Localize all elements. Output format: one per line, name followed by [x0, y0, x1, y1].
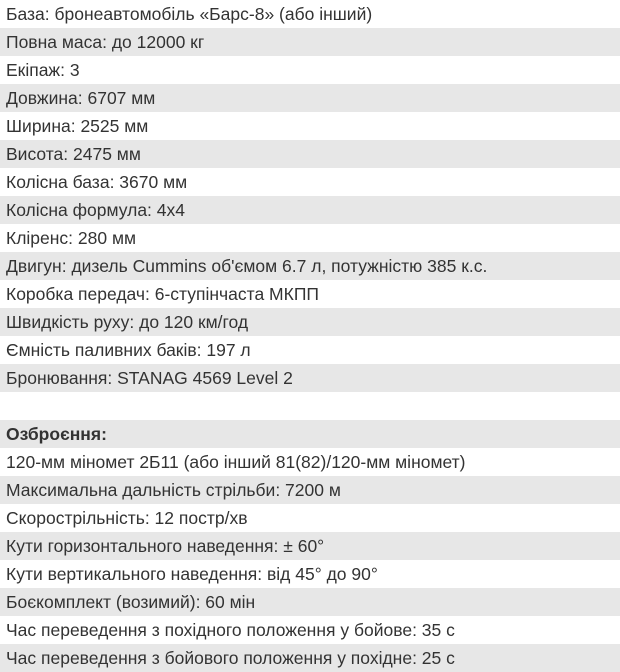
table-row: [0, 616, 620, 644]
spec-engine: Двигун: дизель Cummins об'ємом 6.7 л, потужністю 385 к.с.: [0, 252, 620, 280]
table-row: [0, 84, 620, 112]
armament-heading: Озброєння:: [0, 420, 620, 448]
table-row: [0, 476, 620, 504]
armament-mortar: 120-мм міномет 2Б11 (або інший 81(82)/120-мм міномет): [0, 448, 620, 476]
armament-ammo-load: Боєкомплект (возимий): 60 мін: [0, 588, 620, 616]
armament-horizontal-angle: Кути горизонтального наведення: ± 60°: [0, 532, 620, 560]
table-row: [0, 588, 620, 616]
spec-fuel-capacity: Ємність паливних баків: 197 л: [0, 336, 620, 364]
spec-speed: Швидкість руху: до 120 км/год: [0, 308, 620, 336]
table-row: [0, 140, 620, 168]
armament-max-range: Максимальна дальність стрільби: 7200 м: [0, 476, 620, 504]
table-row: [0, 448, 620, 476]
spec-armor: Бронювання: STANAG 4569 Level 2: [0, 364, 620, 392]
spacer-cell: [0, 392, 620, 420]
spec-wheelbase: Колісна база: 3670 мм: [0, 168, 620, 196]
table-row: [0, 336, 620, 364]
spec-width: Ширина: 2525 мм: [0, 112, 620, 140]
table-row: [0, 504, 620, 532]
table-row: [0, 196, 620, 224]
spec-clearance: Кліренс: 280 мм: [0, 224, 620, 252]
table-row: [0, 532, 620, 560]
spec-gearbox: Коробка передач: 6-ступінчаста МКПП: [0, 280, 620, 308]
table-row: [0, 364, 620, 392]
spec-height: Висота: 2475 мм: [0, 140, 620, 168]
table-row: [0, 112, 620, 140]
section-header-row: [0, 420, 620, 448]
spec-base: База: бронеавтомобіль «Барс-8» (або інший): [0, 0, 620, 28]
armament-rate-of-fire: Скорострільність: 12 постр/хв: [0, 504, 620, 532]
table-row: [0, 56, 620, 84]
spec-gross-weight: Повна маса: до 12000 кг: [0, 28, 620, 56]
table-row: [0, 224, 620, 252]
armament-vertical-angle: Кути вертикального наведення: від 45° до 90°: [0, 560, 620, 588]
table-row: [0, 168, 620, 196]
table-row: [0, 28, 620, 56]
table-row: [0, 0, 620, 28]
table-row: [0, 560, 620, 588]
spacer-row: [0, 392, 620, 420]
table-row: [0, 644, 620, 672]
table-row: [0, 308, 620, 336]
spec-length: Довжина: 6707 мм: [0, 84, 620, 112]
spec-crew: Екіпаж: 3: [0, 56, 620, 84]
table-row: [0, 280, 620, 308]
armament-stow-time: Час переведення з бойового положення у похідне: 25 с: [0, 644, 620, 672]
table-row: [0, 252, 620, 280]
spec-wheel-formula: Колісна формула: 4х4: [0, 196, 620, 224]
armament-deploy-time: Час переведення з похідного положення у бойове: 35 с: [0, 616, 620, 644]
